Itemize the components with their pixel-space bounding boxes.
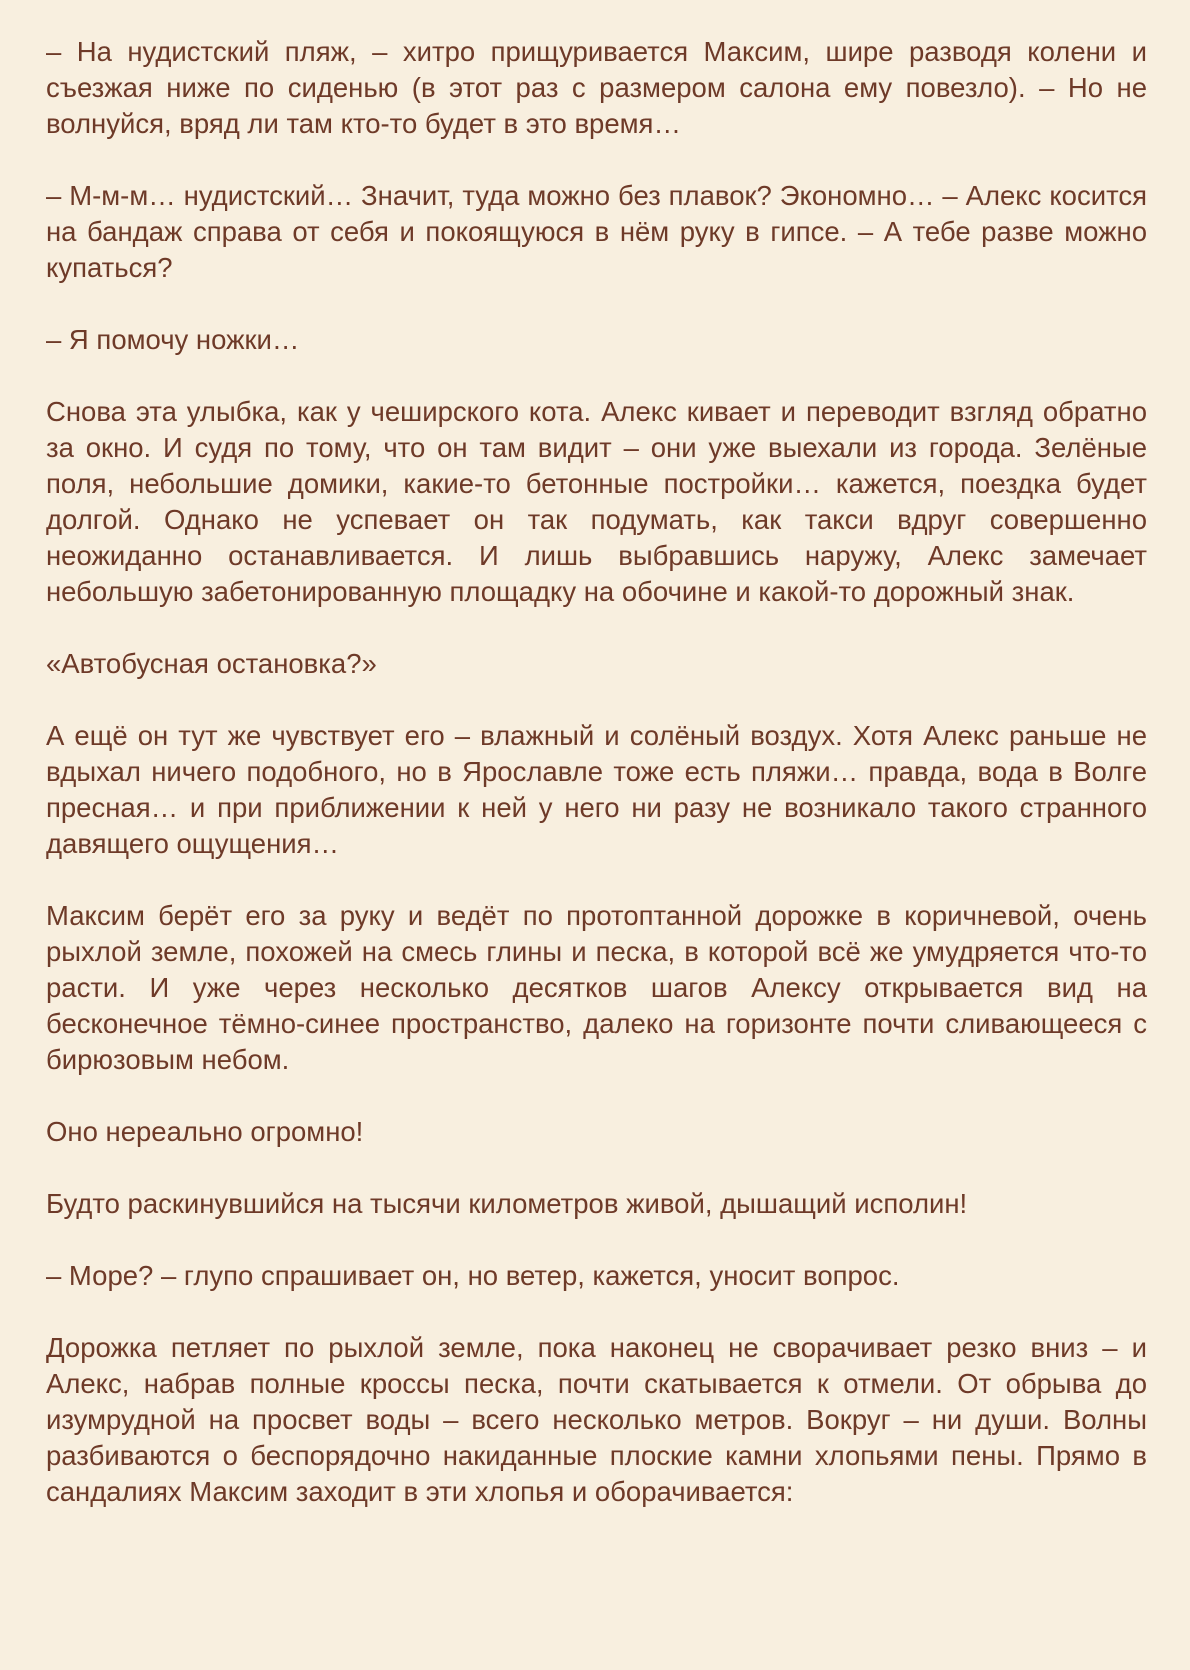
paragraph-10: – Море? – глупо спрашивает он, но ветер, кажется, уносит вопрос. [46, 1260, 900, 1291]
paragraph-3: – Я помочу ножки… [46, 324, 300, 355]
paragraph-6: А ещё он тут же чувствует его – влажный и солёный воздух. Хотя Алекс раньше не вдыхал ничего подобного, но в Ярославле тоже есть пляжи… правда, вода в Волге пресная… и при приближении к ней у него ни разу не возникало такого странного давящего ощущения… [46, 720, 1147, 859]
paragraph-2: – М-м-м… нудистский… Значит, туда можно без плавок? Экономно… – Алекс косится на бандаж справа от себя и покоящуюся в нём руку в гипсе. – А тебе разве можно купаться? [46, 180, 1147, 283]
paragraph-1: – На нудистский пляж, – хитро прищуривается Максим, шире разводя колени и съезжая ниже по сиденью (в этот раз с размером салона ему повезло). – Но не волнуйся, вряд ли там кто-то будет в это время… [46, 36, 1147, 139]
paragraph-11: Дорожка петляет по рыхлой земле, пока наконец не сворачивает резко вниз – и Алекс, набрав полные кроссы песка, почти скатывается к отмели. От обрыва до изумрудной на просвет воды – всего несколько метров. Вокруг – ни души. Волны разбиваются о беспорядочно накиданные плоские камни хлопьями пены. Прямо в сандалиях Максим заходит в эти хлопья и оборачивается: [46, 1332, 1147, 1507]
paragraph-9: Будто раскинувшийся на тысячи километров живой, дышащий исполин! [46, 1188, 968, 1219]
paragraph-5: «Автобусная остановка?» [46, 648, 377, 679]
paragraph-4: Снова эта улыбка, как у чеширского кота. Алекс кивает и переводит взгляд обратно за окно. И судя по тому, что он там видит – они уже выехали из города. Зелёные поля, небольшие домики, какие-то бетонные постройки… кажется, поездка будет долгой. Однако не успевает он так подумать, как такси вдруг совершенно неожиданно останавливается. И лишь выбравшись наружу, Алекс замечает небольшую забетонированную площадку на обочине и какой-то дорожный знак. [46, 396, 1147, 607]
paragraph-8: Оно нереально огромно! [46, 1116, 364, 1147]
paragraph-7: Максим берёт его за руку и ведёт по протоптанной дорожке в коричневой, очень рыхлой земле, похожей на смесь глины и песка, в которой всё же умудряется что-то расти. И уже через несколько десятков шагов Алексу открывается вид на бесконечное тёмно-синее пространство, далеко на горизонте почти сливающееся с бирюзовым небом. [46, 900, 1147, 1075]
